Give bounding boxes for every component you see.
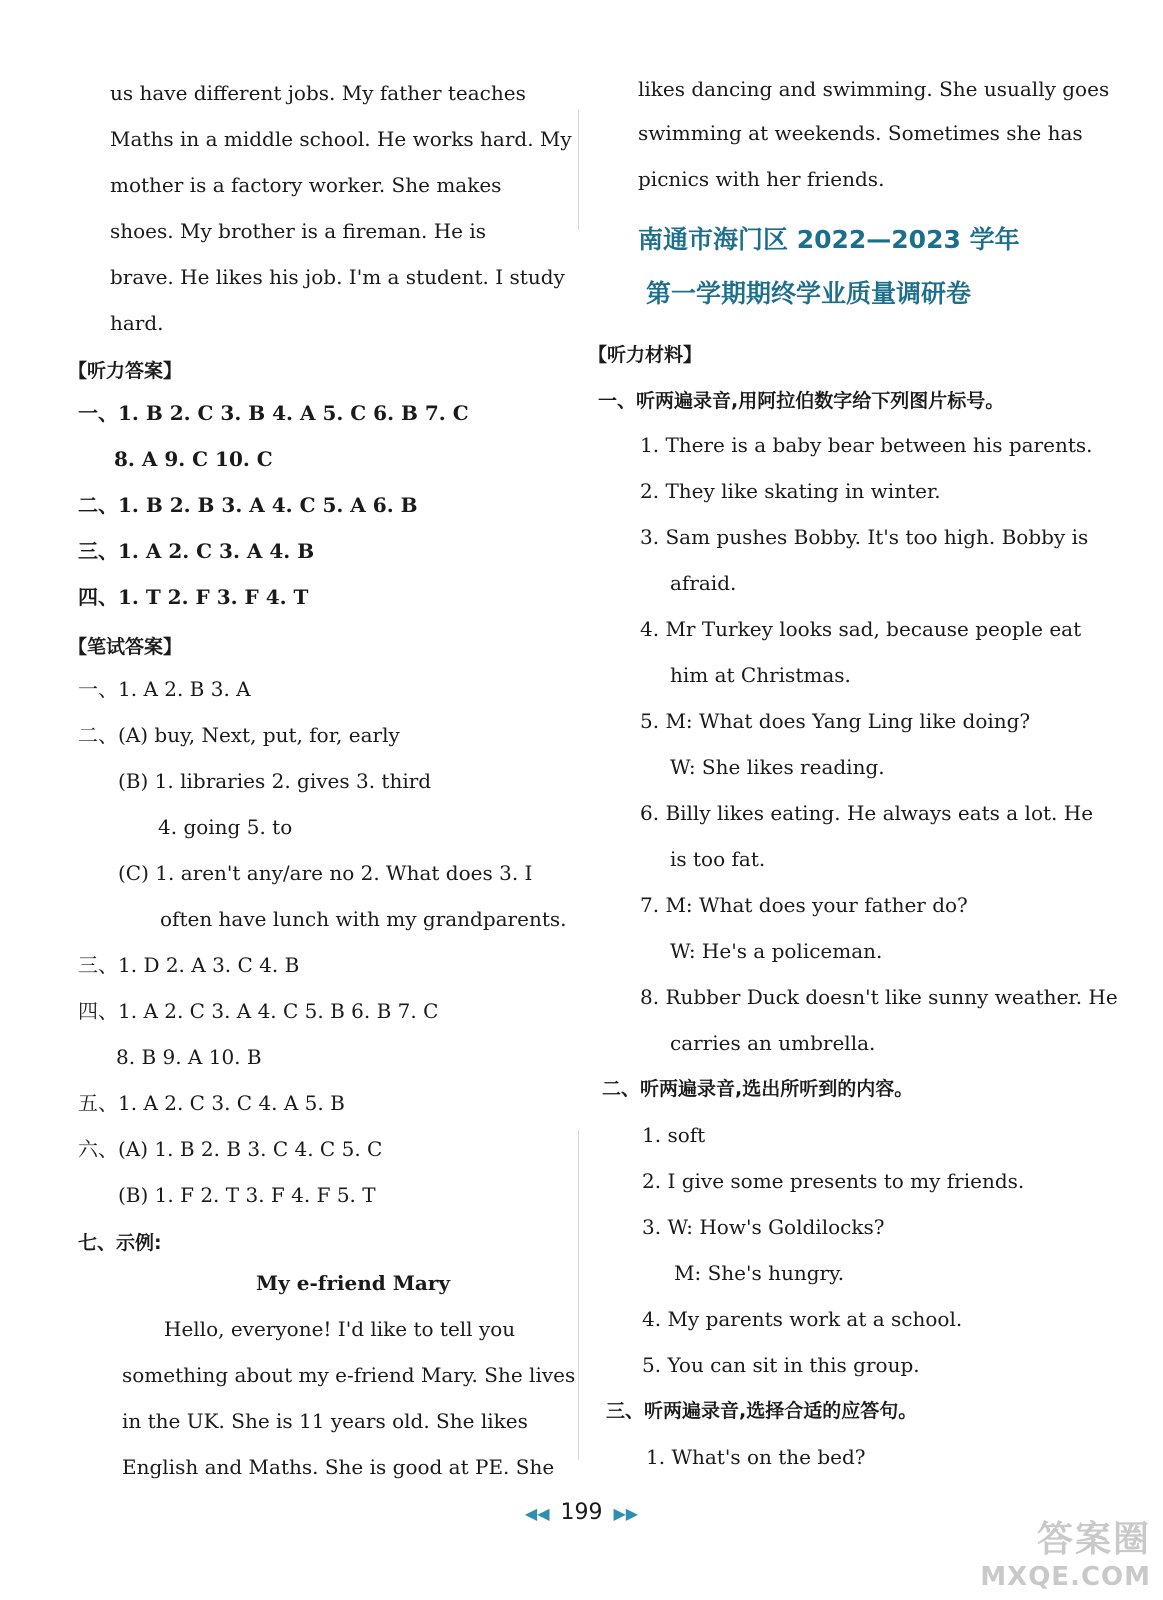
watermark-bottom: MXQE.COM (980, 1562, 1151, 1592)
listening-material-heading: 【听力材料】 (588, 344, 703, 366)
watermark (980, 1511, 1151, 1592)
answer-line: 四、1. T 2. F 3. F 4. T (78, 585, 309, 609)
script-line: 5. You can sit in this group. (642, 1353, 920, 1377)
essay-line: English and Maths. She is good at PE. She (122, 1455, 555, 1479)
column-divider (578, 110, 579, 230)
answer-line: 一、1. B 2. C 3. B 4. A 5. C 6. B 7. C (78, 401, 469, 425)
answer-line: (C) 1. aren't any/are no 2. What does 3. I (118, 861, 533, 885)
script-line: him at Christmas. (670, 663, 851, 687)
answer-line: 四、1. A 2. C 3. A 4. C 5. B 6. B 7. C (78, 999, 439, 1023)
script-line: W: She likes reading. (670, 755, 885, 779)
section-heading: 一、听两遍录音,用阿拉伯数字给下列图片标号。 (598, 390, 1005, 412)
script-line: 3. W: How's Goldilocks? (642, 1215, 885, 1239)
text-line: picnics with her friends. (638, 167, 885, 191)
script-line: 6. Billy likes eating. He always eats a lot. He (640, 801, 1094, 825)
written-answers-heading: 【笔试答案】 (68, 636, 183, 658)
answer-line: (B) 1. libraries 2. gives 3. third (118, 769, 432, 793)
answer-line: 二、(A) buy, Next, put, for, early (78, 723, 400, 747)
script-line: M: She's hungry. (674, 1261, 845, 1285)
script-line: carries an umbrella. (670, 1031, 876, 1055)
script-line: 3. Sam pushes Bobby. It's too high. Bobby is (640, 525, 1089, 549)
essay-line: something about my e-friend Mary. She lives (122, 1363, 576, 1387)
text-line: Maths in a middle school. He works hard. My (110, 127, 572, 151)
prev-arrows-icon: ◀◀ (524, 1504, 550, 1523)
answer-line: 8. B 9. A 10. B (116, 1045, 262, 1069)
script-line: afraid. (670, 571, 737, 595)
script-line: 4. My parents work at a school. (642, 1307, 963, 1331)
answer-line: 8. A 9. C 10. C (114, 447, 273, 471)
script-line: W: He's a policeman. (670, 939, 883, 963)
next-arrows-icon: ▶▶ (613, 1504, 639, 1523)
page-number-value: 199 (560, 1500, 603, 1525)
script-line: 1. There is a baby bear between his parents. (640, 433, 1093, 457)
section-heading: 二、听两遍录音,选出所听到的内容。 (602, 1078, 914, 1100)
script-line: 7. M: What does your father do? (640, 893, 968, 917)
answer-line: 六、(A) 1. B 2. B 3. C 4. C 5. C (78, 1137, 383, 1161)
essay-line: in the UK. She is 11 years old. She likes (122, 1409, 528, 1433)
section-heading: 三、听两遍录音,选择合适的应答句。 (606, 1400, 918, 1422)
script-line: 1. soft (642, 1123, 706, 1147)
answer-line: 一、1. A 2. B 3. A (78, 677, 251, 701)
answer-line: 七、示例: (78, 1232, 162, 1254)
essay-line: Hello, everyone! I'd like to tell you (164, 1317, 516, 1341)
column-divider (578, 1130, 579, 1460)
exam-title-line-1: 南通市海门区 2022—2023 学年 (638, 225, 1020, 254)
answer-line: 二、1. B 2. B 3. A 4. C 5. A 6. B (78, 493, 418, 517)
answer-line: (B) 1. F 2. T 3. F 4. F 5. T (118, 1183, 376, 1207)
script-line: 2. They like skating in winter. (640, 479, 941, 503)
text-line: swimming at weekends. Sometimes she has (638, 121, 1083, 145)
script-line: 2. I give some presents to my friends. (642, 1169, 1025, 1193)
exam-title-line-2: 第一学期期终学业质量调研卷 (646, 279, 972, 308)
script-line: 4. Mr Turkey looks sad, because people eat (640, 617, 1082, 641)
script-line: 1. What's on the bed? (646, 1445, 866, 1469)
script-line: is too fat. (670, 847, 766, 871)
text-line: shoes. My brother is a fireman. He is (110, 219, 487, 243)
answer-line: 4. going 5. to (158, 815, 293, 839)
script-line: 5. M: What does Yang Ling like doing? (640, 709, 1031, 733)
text-line: likes dancing and swimming. She usually goes (638, 77, 1110, 101)
answer-line: 三、1. D 2. A 3. C 4. B (78, 953, 300, 977)
answer-line: 三、1. A 2. C 3. A 4. B (78, 539, 315, 563)
text-line: mother is a factory worker. She makes (110, 173, 502, 197)
essay-title: My e-friend Mary (256, 1271, 450, 1295)
text-line: brave. He likes his job. I'm a student. I study (110, 265, 565, 289)
answer-line: often have lunch with my grandparents. (160, 907, 567, 931)
text-line: us have different jobs. My father teaches (110, 81, 526, 105)
text-line: hard. (110, 311, 164, 335)
answer-line: 五、1. A 2. C 3. C 4. A 5. B (78, 1091, 345, 1115)
script-line: 8. Rubber Duck doesn't like sunny weather. He (640, 985, 1118, 1009)
watermark-top: 答案圈 (1036, 1519, 1151, 1560)
listening-answers-heading: 【听力答案】 (68, 360, 183, 382)
